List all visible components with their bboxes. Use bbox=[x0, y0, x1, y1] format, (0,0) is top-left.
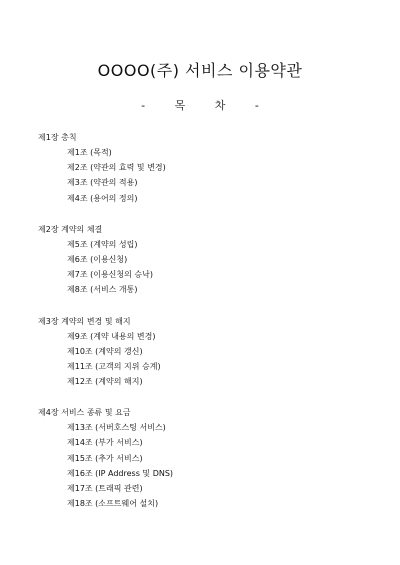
article-item: 제17조 (트래픽 관련) bbox=[67, 484, 143, 493]
chapter-title: 제4장 서비스 종류 및 요금 bbox=[38, 408, 131, 418]
chapter-title: 제1장 총칙 bbox=[38, 133, 77, 142]
article-item: 제3조 (약관의 적용) bbox=[67, 178, 138, 188]
article-item: 제4조 (용어의 정의) bbox=[67, 193, 138, 203]
table-of-contents bbox=[38, 130, 378, 527]
article-item: 제18조 (소프트웨어 설치) bbox=[67, 499, 159, 509]
chapter-1 bbox=[38, 130, 378, 206]
chapter-3 bbox=[38, 314, 378, 390]
chapter-title: 제2장 계약의 체결 bbox=[38, 224, 103, 234]
article-item: 제1조 (목적) bbox=[67, 148, 112, 157]
article-item: 제13조 (서버호스팅 서비스) bbox=[67, 423, 166, 433]
article-item: 제16조 (IP Address 및 DNS) bbox=[67, 468, 174, 478]
article-item: 제10조 (계약의 갱신) bbox=[67, 346, 143, 356]
toc-heading: - 목 차 - bbox=[141, 99, 259, 112]
article-item: 제6조 (이용신청) bbox=[67, 254, 128, 264]
chapter-2 bbox=[38, 222, 378, 298]
article-item: 제14조 (부가 서비스) bbox=[67, 438, 143, 448]
article-item: 제11조 (고객의 지위 승계) bbox=[67, 361, 161, 371]
chapter-title: 제3장 계약의 변경 및 해지 bbox=[38, 316, 131, 326]
article-item: 제8조 (서비스 개통) bbox=[67, 285, 138, 295]
article-item: 제15조 (추가 서비스) bbox=[67, 453, 143, 463]
chapter-4 bbox=[38, 405, 378, 511]
article-item: 제9조 (계약 내용의 변경) bbox=[67, 331, 156, 341]
article-item: 제12조 (계약의 해지) bbox=[67, 377, 143, 387]
article-item: 제2조 (약관의 효력 및 변경) bbox=[67, 163, 166, 173]
article-item: 제7조 (이용신청의 승낙) bbox=[67, 270, 153, 280]
article-item: 제5조 (계약의 성립) bbox=[67, 239, 138, 249]
document-title: OOOO(주) 서비스 이용약관 bbox=[97, 61, 303, 80]
